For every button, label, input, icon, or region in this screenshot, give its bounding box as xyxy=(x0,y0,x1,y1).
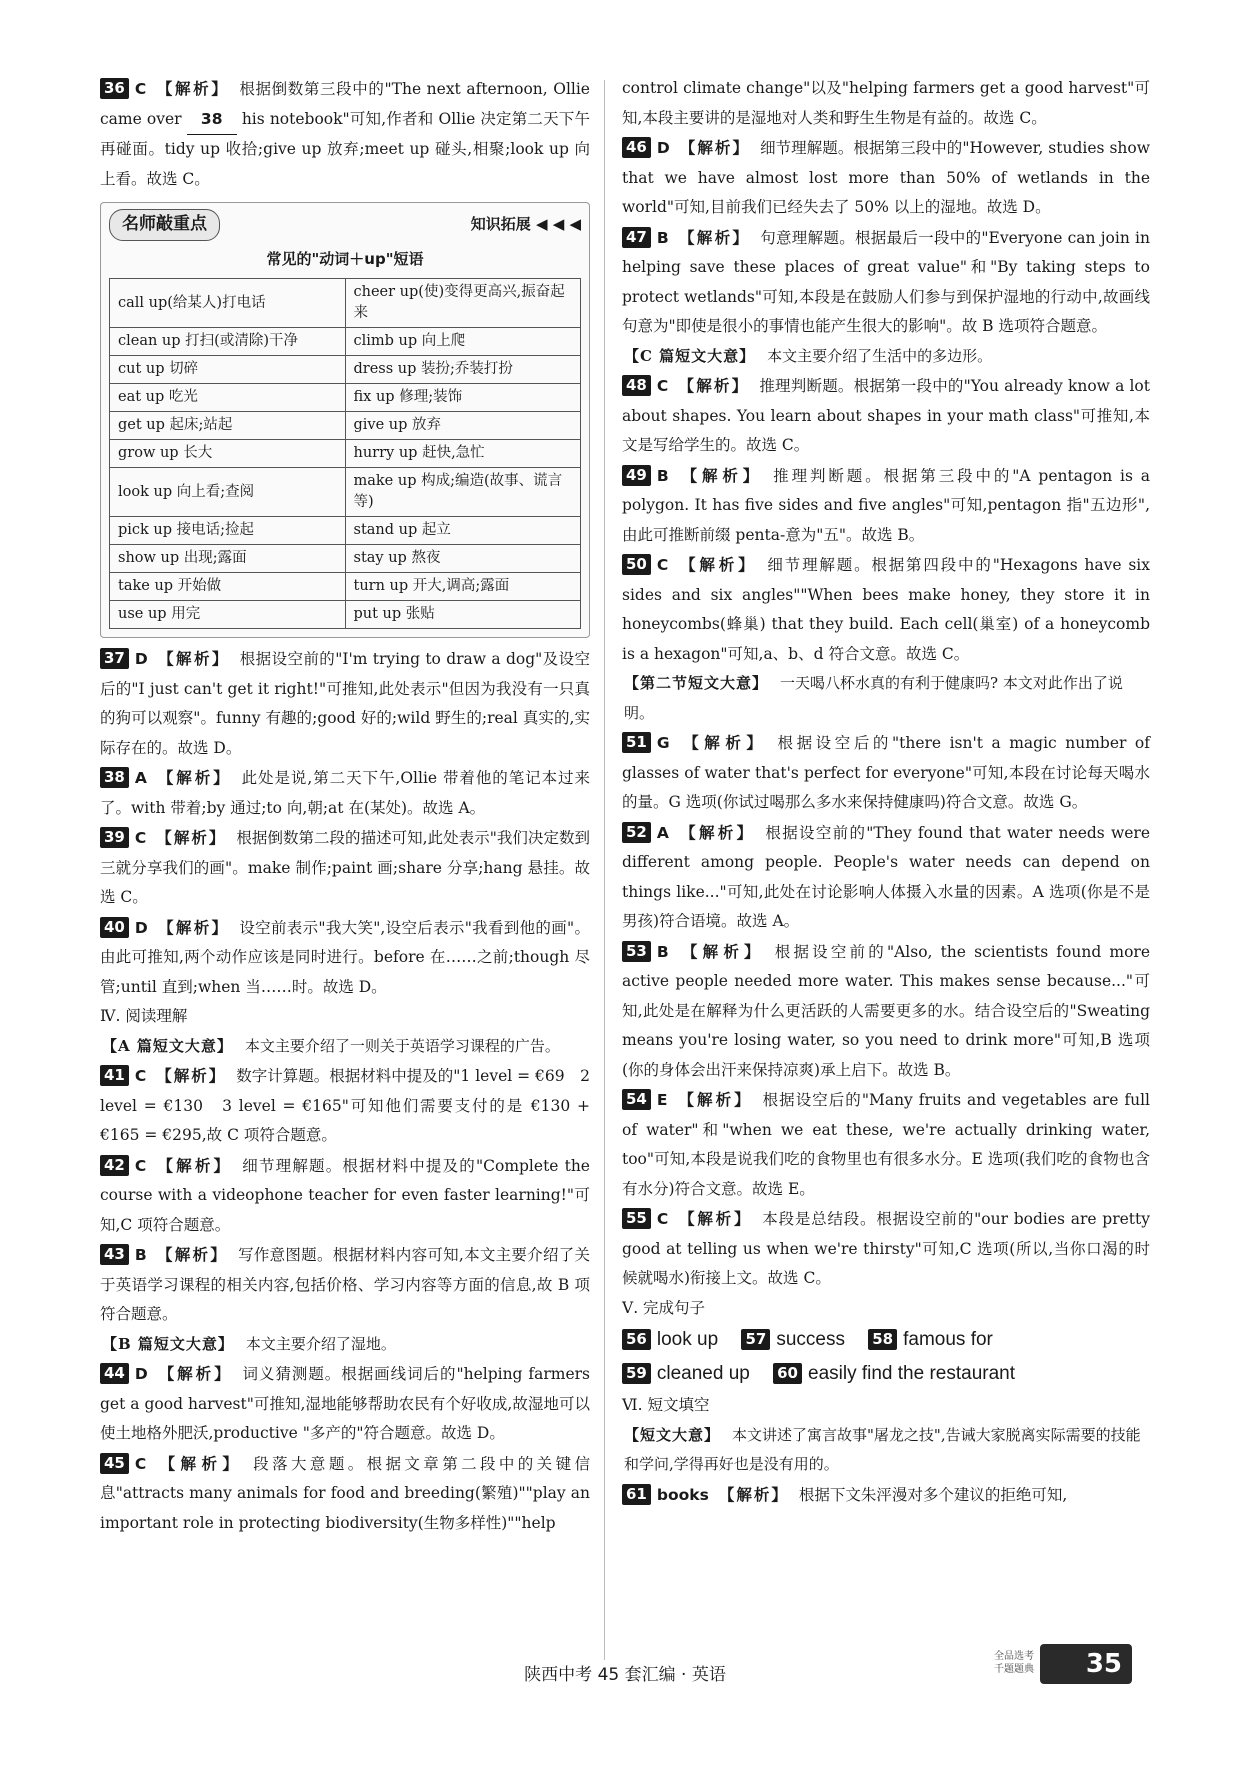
question-number: 38 xyxy=(100,767,129,788)
entry-43 xyxy=(100,1240,590,1330)
section-heading-5: Ⅴ. 完成句子 xyxy=(622,1298,706,1317)
entry-49 xyxy=(622,461,1150,551)
answer-option: C xyxy=(134,829,147,847)
table-cell: put up 张贴 xyxy=(345,601,581,629)
analysis-tag: 【解析】 xyxy=(679,733,768,752)
analysis-tag: 【解析】 xyxy=(678,822,756,842)
analysis-tag: 【解析】 xyxy=(678,555,758,574)
entry-38 xyxy=(100,763,590,823)
table-cell: get up 起床;站起 xyxy=(110,412,346,440)
table-cell: dress up 装扮;乔装打扮 xyxy=(345,356,581,384)
analysis-tag: 【解析】 xyxy=(157,1364,233,1383)
entry-50 xyxy=(622,550,1150,669)
left-column xyxy=(100,74,590,1538)
entry-text: 设空前表示"我大笑",设空后表示"我看到他的画"。由此可推知,两个动作应该是同时进行。before 在……之前;though 尽管;until 直到;when 当……时。故选 D。 xyxy=(100,918,590,996)
answer-option: E xyxy=(656,1091,668,1109)
entry-52 xyxy=(622,818,1150,937)
column-divider xyxy=(604,80,605,1660)
answer-option: C xyxy=(134,1454,147,1473)
question-number: 44 xyxy=(100,1363,129,1384)
analysis-tag: 【解析】 xyxy=(678,941,765,961)
entry-text: 词义猜测题。根据画线词后的"helping farmers get a good harvest"可推知,湿地能够帮助农民有个好收成,故湿地可以使土地格外肥沃,productive "多产的"符合题意。故选 D。 xyxy=(100,1365,590,1442)
analysis-tag: 【解析】 xyxy=(156,1066,227,1085)
entry-47 xyxy=(622,223,1150,342)
entry-text: 根据设空后的"there isn't a magic number of glasses of water that's perfect for everyone"可知,本段在讨论每天喝水的量。G 选项(你试过喝那么多水来保持健康吗)符合文意。故选 G。 xyxy=(622,734,1150,811)
entry-55 xyxy=(622,1204,1150,1294)
table-row xyxy=(110,440,581,468)
table-cell: turn up 开大,调高;露面 xyxy=(345,573,581,601)
entry-text: 细节理解题。根据第三段中的"However, studies show that we have almost lost more than 50% of wetlands in the world"可知,目前我们已经失去了 50% 以上的湿地。故选 D。 xyxy=(622,139,1150,216)
analysis-tag: 【解析】 xyxy=(156,79,230,98)
analysis-tag: 【解析】 xyxy=(718,1484,789,1504)
entry-51 xyxy=(622,728,1150,818)
answer-option: D xyxy=(134,918,148,937)
entry-text: 推理判断题。根据第一段中的"You already know a lot about shapes. You learn about shapes in your math class"可推知,本文是写给学生的。故选 C。 xyxy=(622,377,1150,454)
question-number: 61 xyxy=(622,1484,651,1505)
answer-option: B xyxy=(656,228,669,247)
entry-text: 数字计算题。根据材料中提及的"1 level = €69 2 level = €130 3 level = €165"可知他们需要支付的是 €130 + €165 = €295,故 C 项符合题意。 xyxy=(100,1067,591,1144)
summary-section-6 xyxy=(622,1421,1150,1480)
question-number: 52 xyxy=(622,822,651,843)
fill-answer: look up xyxy=(656,1329,719,1350)
table-row xyxy=(110,468,581,517)
question-number: 50 xyxy=(622,554,651,575)
table-cell: stay up 熬夜 xyxy=(345,545,581,573)
table-cell: climb up 向上爬 xyxy=(345,328,581,356)
summary-title: 【短文大意】 xyxy=(624,1425,721,1444)
entry-text: 写作意图题。根据材料内容可知,本文主要介绍了关于英语学习课程的相关内容,包括价格、学习内容等方面的信息,故 B 项符合题意。 xyxy=(100,1246,590,1323)
entry-text: 细节理解题。根据第四段中的"Hexagons have six sides and six angles""When bees make honey, they store it in honeycombs(蜂巢) that they build. Each cell(巢室) of a honeycomb is a hexagon"可知,a、b、d 符合文意。故选 C。 xyxy=(622,556,1150,663)
fill-answer: success xyxy=(776,1329,845,1350)
answer-option: G xyxy=(656,734,670,752)
summary-text: 本文主要介绍了湿地。 xyxy=(245,1334,396,1353)
table-row xyxy=(110,573,581,601)
publisher-logo: 全品选考 千题题典 xyxy=(994,1651,1034,1675)
entry-text: 本段是总结段。根据设空前的"our bodies are pretty good at telling us when we're thirsty"可知,C 选项(所以,当你口渴的时候就喝水)衔接上文。故选 C。 xyxy=(622,1210,1150,1287)
table-cell: show up 出现;露面 xyxy=(110,545,346,573)
question-number: 45 xyxy=(100,1453,129,1474)
table-row xyxy=(110,328,581,356)
entry-44 xyxy=(100,1359,590,1449)
table-caption: 常见的"动词＋up"短语 xyxy=(266,249,424,268)
entry-text: 根据设空后的"Many fruits and vegetables are full of water"和"when we eat these, we're actually drinking water, too"可知,本段是说我们吃的食物里也有很多水分。E 选项(我们吃的食物也含有水分)符合文意。故选 E。 xyxy=(622,1091,1150,1198)
entry-36 xyxy=(100,74,590,194)
entry-41 xyxy=(100,1061,590,1151)
right-column xyxy=(622,74,1150,1510)
section-heading-4: Ⅳ. 阅读理解 xyxy=(100,1007,188,1025)
answer-option: B xyxy=(134,1246,147,1264)
tip-header xyxy=(109,209,581,241)
question-number: 57 xyxy=(741,1329,770,1350)
question-number: 37 xyxy=(100,648,129,669)
entry-text: his notebook"可知,作者和 Ollie 决定第二天下午再碰面。tidy up 收拾;give up 放弃;meet up 碰头,相聚;look up 向上看。故选 C。 xyxy=(100,109,590,188)
table-row xyxy=(110,412,581,440)
summary-section-2 xyxy=(622,669,1150,728)
summary-text: 一天喝八杯水真的有利于健康吗? 本文对此作出了说明。 xyxy=(624,674,1123,722)
entry-46 xyxy=(622,133,1150,223)
question-number: 48 xyxy=(622,375,651,396)
entry-42 xyxy=(100,1151,590,1241)
phrase-table xyxy=(109,278,581,629)
entry-text: 根据倒数第二段的描述可知,此处表示"我们决定数到三就分享我们的画"。make 制作;paint 画;share 分享;hang 悬挂。故选 C。 xyxy=(100,829,590,906)
table-cell: clean up 打扫(或清除)干净 xyxy=(110,328,346,356)
entry-45 xyxy=(100,1449,590,1539)
table-cell: give up 放弃 xyxy=(345,412,581,440)
fill-answers-row-2 xyxy=(622,1357,1150,1391)
question-number: 49 xyxy=(622,465,651,486)
analysis-tag: 【解析】 xyxy=(678,1209,753,1228)
summary-text: 本文讲述了寓言故事"屠龙之技",告诫大家脱离实际需要的技能和学问,学得再好也是没有用的。 xyxy=(624,1425,1141,1473)
analysis-tag: 【解析】 xyxy=(678,376,750,395)
analysis-tag: 【解析】 xyxy=(156,828,227,847)
table-row xyxy=(110,279,581,328)
answer-option: D xyxy=(134,650,148,668)
entry-text: 细节理解题。根据材料中提及的"Complete the course with a videophone teacher for even faster learning!"可知,C 项符合题意。 xyxy=(100,1156,590,1234)
entry-text: 段落大意题。根据文章第二段中的关键信息"attracts many animals for food and breeding(繁殖)""play an important role in protecting biodiversity(生物多样性)""help xyxy=(100,1454,590,1532)
question-number: 40 xyxy=(100,917,129,938)
section-heading-6: Ⅵ. 短文填空 xyxy=(622,1396,710,1414)
summary-title: 【第二节短文大意】 xyxy=(624,674,769,692)
entry-61 xyxy=(622,1480,1150,1511)
answer-option: books xyxy=(656,1485,709,1504)
answer-option: C xyxy=(656,1210,669,1228)
analysis-tag: 【解析】 xyxy=(156,1245,229,1264)
table-cell: hurry up 赶快,急忙 xyxy=(345,440,581,468)
blank-number: 38 xyxy=(187,105,237,136)
analysis-tag: 【解析】 xyxy=(156,1453,244,1473)
table-cell: fix up 修理;装饰 xyxy=(345,384,581,412)
summary-title: 【C 篇短文大意】 xyxy=(624,346,756,365)
table-row xyxy=(110,356,581,384)
answer-option: C xyxy=(656,377,669,395)
table-cell: eat up 吃光 xyxy=(110,384,346,412)
entry-text: 根据倒数第三段中的"The next afternoon, Ollie came over xyxy=(100,80,590,128)
analysis-tag: 【解析】 xyxy=(677,1090,753,1109)
fill-answer: easily find the restaurant xyxy=(808,1363,1016,1384)
page-number: 35 xyxy=(1040,1644,1132,1684)
table-cell: look up 向上看;查阅 xyxy=(110,468,346,517)
answer-option: C xyxy=(134,1156,147,1175)
question-number: 36 xyxy=(100,78,129,99)
entry-40 xyxy=(100,913,590,1003)
entry-text: 推理判断题。根据第三段中的"A pentagon is a polygon. It has five sides and five angles"可知,pentagon 指"五边形",由此可推断前缀 penta-意为"五"。故选 B。 xyxy=(622,466,1150,544)
entry-text: 根据下文朱泙漫对多个建议的拒绝可知, xyxy=(798,1485,1068,1504)
table-cell: call up(给某人)打电话 xyxy=(110,279,346,328)
summary-text: 本文主要介绍了一则关于英语学习课程的广告。 xyxy=(244,1036,560,1055)
answer-option: B xyxy=(656,466,669,485)
table-cell: grow up 长大 xyxy=(110,440,346,468)
table-row xyxy=(110,384,581,412)
question-number: 43 xyxy=(100,1244,129,1265)
table-row xyxy=(110,517,581,545)
analysis-tag: 【解析】 xyxy=(156,1155,233,1175)
question-number: 53 xyxy=(622,941,651,962)
entry-37 xyxy=(100,644,590,763)
fill-answers-row-1 xyxy=(622,1323,1150,1357)
summary-title: 【B 篇短文大意】 xyxy=(102,1334,234,1353)
table-cell: stand up 起立 xyxy=(345,517,581,545)
fill-answer: famous for xyxy=(903,1329,993,1350)
table-cell: take up 开始做 xyxy=(110,573,346,601)
answer-option: C xyxy=(134,80,147,98)
question-number: 41 xyxy=(100,1065,129,1086)
answer-option: D xyxy=(656,139,670,157)
question-number: 39 xyxy=(100,827,129,848)
table-cell: cut up 切碎 xyxy=(110,356,346,384)
analysis-tag: 【解析】 xyxy=(156,768,232,787)
analysis-tag: 【解析】 xyxy=(678,465,764,485)
table-row xyxy=(110,545,581,573)
summary-b xyxy=(100,1330,590,1360)
summary-title: 【A 篇短文大意】 xyxy=(102,1036,233,1055)
tip-box xyxy=(100,202,590,638)
table-cell: use up 用完 xyxy=(110,601,346,629)
analysis-tag: 【解析】 xyxy=(678,227,751,247)
entry-text: 此处是说,第二天下午,Ollie 带着他的笔记本过来了。with 带着;by 通过;to 向,朝;at 在(某处)。故选 A。 xyxy=(100,769,590,817)
question-number: 54 xyxy=(622,1089,651,1110)
entry-53 xyxy=(622,937,1150,1086)
question-number: 59 xyxy=(622,1363,651,1384)
question-number: 56 xyxy=(622,1329,651,1350)
entry-48 xyxy=(622,371,1150,461)
table-cell: cheer up(使)变得更高兴,振奋起来 xyxy=(345,279,581,328)
answer-option: A xyxy=(656,823,669,842)
entry-text: 根据设空前的"Also, the scientists found more active people needed more water. This makes sense because..."可知,此处是在解释为什么更活跃的人需要更多的水。结合设空后的"Sweating means you're losing water, so you need to drink more"可知,B 选项(你的身体会出汗来保持凉爽)承上启下。故选 B。 xyxy=(622,942,1150,1079)
table-cell: make up 构成;编造(故事、谎言等) xyxy=(345,468,581,517)
entry-39 xyxy=(100,823,590,913)
footer-title: 陕西中考 45 套汇编 · 英语 xyxy=(524,1665,726,1685)
answer-option: D xyxy=(134,1365,148,1383)
question-number: 60 xyxy=(773,1363,802,1384)
answer-option: C xyxy=(656,556,669,574)
tip-title: 名师敲重点 xyxy=(109,209,220,241)
analysis-tag: 【解析】 xyxy=(157,649,230,668)
tip-subtitle: 知识拓展 ◀ ◀ ◀ xyxy=(470,215,581,233)
entry-text: 根据设空前的"I'm trying to draw a dog"及设空后的"I just can't get it right!"可推知,此处表示"但因为我没有一只真的狗可以观察"。funny 有趣的;good 好的;wild 野生的;real 真实的,实际存在的。故选 D。 xyxy=(100,650,590,757)
entry-54 xyxy=(622,1085,1150,1204)
analysis-tag: 【解析】 xyxy=(157,917,230,937)
answer-option: A xyxy=(134,769,147,787)
entry-text: 句意理解题。根据最后一段中的"Everyone can join in helping save these places of great value"和"By taking steps to protect wetlands"可知,本段是在鼓励人们参与到保护湿地的行动中,故画线句意为"即使是很小的事情也能产生很大的影响"。故 B 选项符合题意。 xyxy=(622,228,1150,335)
question-number: 55 xyxy=(622,1208,651,1229)
question-number: 42 xyxy=(100,1155,129,1176)
question-number: 47 xyxy=(622,227,651,248)
question-number: 51 xyxy=(622,732,651,753)
question-number: 46 xyxy=(622,137,651,158)
summary-c xyxy=(622,342,1150,372)
answer-option: B xyxy=(656,942,669,961)
question-number: 58 xyxy=(868,1329,897,1350)
fill-answer: cleaned up xyxy=(656,1363,750,1384)
summary-text: 本文主要介绍了生活中的多边形。 xyxy=(767,346,993,365)
table-cell: pick up 接电话;捡起 xyxy=(110,517,346,545)
summary-a xyxy=(100,1032,590,1062)
table-row xyxy=(110,601,581,629)
answer-option: C xyxy=(134,1067,147,1085)
entry-text: 根据设空前的"They found that water needs were different among people. People's water needs can depend on things like..."可知,此处在讨论影响人体摄入水量的因素。A 选项(你是不是男孩)符合语境。故选 A。 xyxy=(622,823,1150,930)
analysis-tag: 【解析】 xyxy=(679,138,751,157)
entry-45-continued: control climate change"以及"helping farmers get a good harvest"可知,本段主要讲的是湿地对人类和野生生物是有益的。故选 C。 xyxy=(622,79,1150,127)
